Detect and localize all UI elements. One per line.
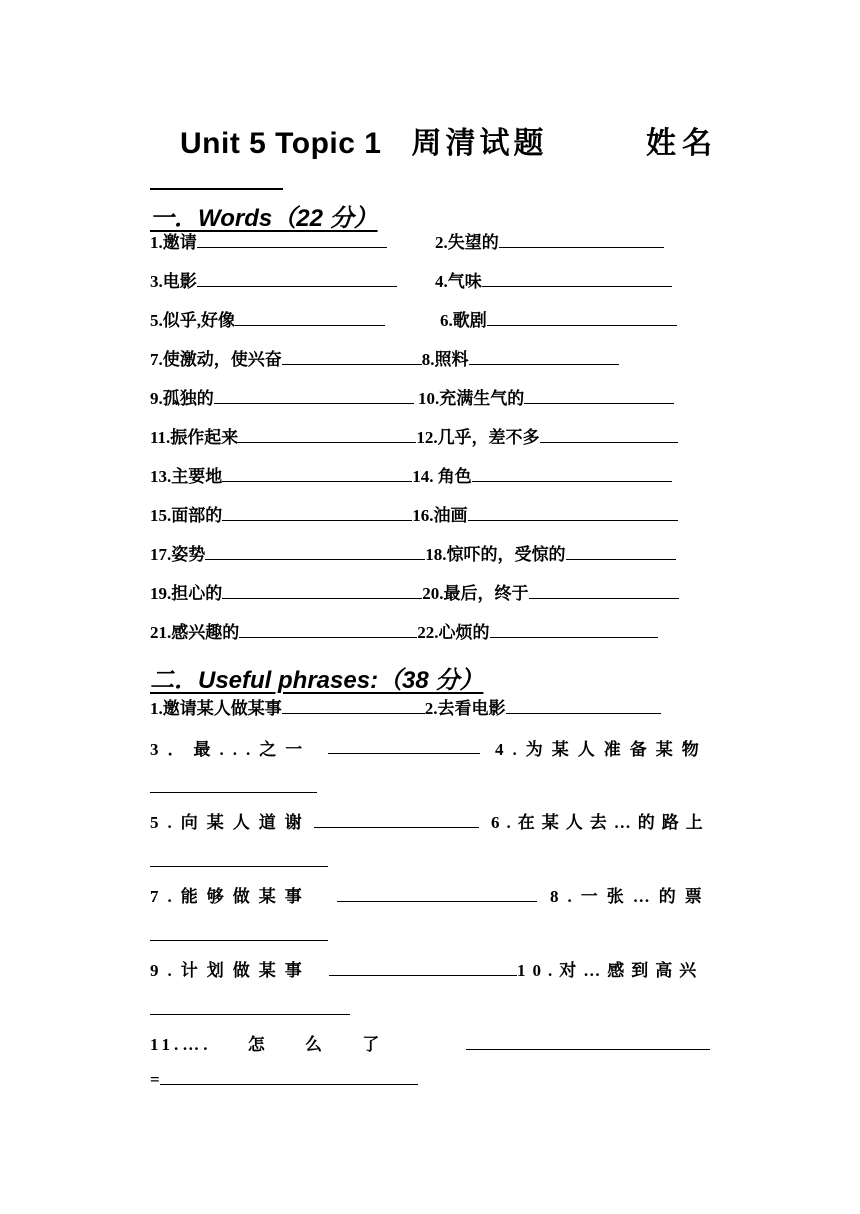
page-title [180,118,718,162]
name-blank[interactable] [150,188,283,190]
phrase-item-3: 3．最...之一 [150,740,312,759]
phrase-item-4: 4.为某人准备某物 [495,740,708,759]
answer-blank[interactable] [469,348,619,365]
word-item-15: 15.面部的 16.油画 [150,504,678,526]
answer-blank[interactable] [314,827,479,828]
answer-blank[interactable] [214,387,414,404]
phrase-item-6: 6.在某人去…的路上 [491,813,710,832]
answer-blank[interactable] [506,697,661,714]
phrase-item-7: 7.能够做某事 [150,887,311,906]
section-phrases-title: 二．Useful phrases:（38 分） [150,667,484,694]
answer-blank[interactable] [282,697,425,714]
word-item-21: 21.感兴趣的 22.心烦的 [150,621,658,643]
answer-blank[interactable] [150,1014,350,1015]
answer-blank[interactable] [205,543,425,560]
answer-blank[interactable] [468,504,678,521]
answer-blank[interactable] [566,543,676,560]
answer-blank[interactable] [329,975,517,976]
phrase-item-5: 5.向某人道谢 [150,813,311,832]
answer-blank[interactable] [160,1068,418,1085]
answer-blank[interactable] [235,309,385,326]
answer-blank[interactable] [197,270,397,287]
answer-blank[interactable] [540,426,678,443]
answer-blank[interactable] [482,270,672,287]
answer-blank[interactable] [222,465,412,482]
word-item-5: 5.似乎,好像 [150,309,385,331]
phrase-item-8: 8.一张…的票 [550,887,711,906]
answer-blank[interactable] [487,309,677,326]
answer-blank[interactable] [328,753,480,754]
phrase-item-9: 9.计划做某事 [150,961,311,980]
phrase-item-11-equals: = [150,1068,418,1090]
answer-blank[interactable] [499,231,664,248]
answer-blank[interactable] [197,231,387,248]
phrase-item-11: 11.…. 怎 么 了 [150,1035,384,1054]
answer-blank[interactable] [282,348,422,365]
word-item-19: 19.担心的 20.最后，终于 [150,582,679,604]
word-item-7: 7.使激动，使兴奋 8.照料 [150,348,619,370]
word-item-3: 3.电影 [150,270,397,292]
answer-blank[interactable] [222,582,422,599]
phrase-item-1: 1.邀请某人做某事 2.去看电影 [150,697,661,719]
answer-blank[interactable] [150,866,328,867]
phrase-item-10: 10.对…感到高兴 [517,961,704,980]
word-item-9: 9.孤独的 10.充满生气的 [150,387,674,409]
answer-blank[interactable] [238,426,416,443]
word-item-4: 4.气味 [435,270,672,292]
unit-title: Unit 5 Topic 1 [180,127,382,160]
chinese-title: 周清试题 [411,127,548,160]
word-item-6: 6.歌剧 [440,309,677,331]
name-label: 姓名 [646,127,718,160]
answer-blank[interactable] [472,465,672,482]
answer-blank[interactable] [529,582,679,599]
answer-blank[interactable] [150,940,328,941]
answer-blank[interactable] [150,792,317,793]
answer-blank[interactable] [337,901,537,902]
word-item-17: 17.姿势 18.惊吓的，受惊的 [150,543,676,565]
answer-blank[interactable] [524,387,674,404]
word-item-11: 11.振作起来 12.几乎，差不多 [150,426,678,448]
answer-blank[interactable] [222,504,412,521]
answer-blank[interactable] [239,621,417,638]
word-item-13: 13.主要地 14. 角色 [150,465,672,487]
word-item-1: 1.邀请 [150,231,387,253]
word-item-2: 2.失望的 [435,231,664,253]
section-words-title: 一．Words（22 分） [150,205,378,232]
answer-blank[interactable] [466,1049,710,1050]
answer-blank[interactable] [490,621,658,638]
